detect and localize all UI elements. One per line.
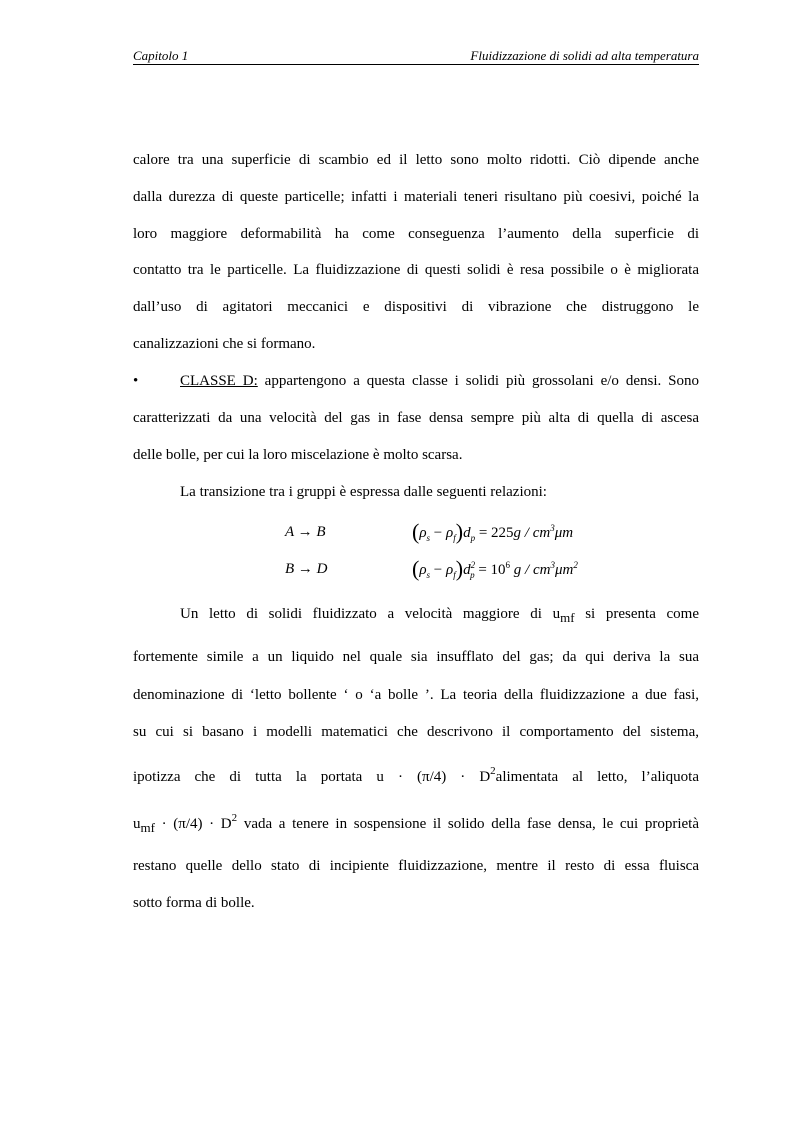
bullet-text: appartengono a questa classe i solidi più grossolani e/o densi. Sono bbox=[264, 373, 699, 389]
flow-expression: $u \cdot (\pi/4) \cdot D^2$ bbox=[376, 765, 496, 786]
bullet-line-3: delle bolle, per cui la loro miscelazione è molto scarsa. bbox=[133, 447, 463, 463]
formula-1-label: A → B bbox=[285, 524, 326, 540]
text-line: fortemente simile a un liquido nel quale sia insufflato del gas; da qui deriva la sua bbox=[133, 648, 699, 665]
formula-1: $(\rho_s - \rho_f)d_p = 225g / cm^3\mu m$ bbox=[412, 519, 574, 544]
text-line: sotto forma di bolle. bbox=[133, 895, 255, 912]
umf-flow-expression: umf · $(\pi/4) \cdot D^2$ bbox=[133, 812, 238, 836]
page-header bbox=[133, 47, 699, 65]
text-line: canalizzazioni che si formano. bbox=[133, 335, 316, 352]
formula-2-label: B → D bbox=[285, 561, 328, 577]
bullet-classe-d bbox=[133, 363, 699, 474]
text-line: denominazione di ‘letto bollente ‘ o ‘a bolle ’. La teoria della fluidizzazione a due fasi, bbox=[133, 686, 699, 703]
text-line: calore tra una superficie di scambio ed il letto sono molto ridotti. Ciò dipende anche bbox=[133, 152, 699, 168]
text-line: Un letto di solidi fluidizzato a velocità maggiore di umf si presenta come bbox=[180, 606, 700, 625]
text-line: ipotizza che di tutta la portata $u \cdot (\pi/4) \cdot D^2alimentata$ al letto, l’aliquota bbox=[133, 765, 700, 786]
transition-intro: La transizione tra i gruppi è espressa dalle seguenti relazioni: bbox=[180, 484, 547, 500]
paragraph-1 bbox=[133, 142, 699, 363]
text-line: su cui si basano i modelli matematici che descrivono il comportamento del sistema, bbox=[133, 723, 699, 740]
text-line: dalla durezza di queste particelle; infatti i materiali teneri risultano più coesivi, poiché la bbox=[133, 188, 699, 205]
bullet-line-2: caratterizzati da una velocità del gas in fase densa sempre più alta di quella di ascesa bbox=[133, 410, 699, 426]
text-line: contatto tra le particelle. La fluidizzazione di questi solidi è resa possibile o è migliorata bbox=[133, 262, 699, 279]
chapter-title: Fluidizzazione di solidi ad alta temperatura bbox=[470, 48, 699, 63]
paragraph-3 bbox=[133, 596, 699, 922]
formula-2: $(\rho_s - \rho_f)d^2_p = 10^6$ g / $cm^3\mu m^2$ bbox=[412, 556, 578, 581]
text-line: loro maggiore deformabilità ha come conseguenza l’aumento della superficie di bbox=[133, 225, 699, 242]
chapter-label: Capitolo 1 bbox=[133, 48, 189, 63]
text-line: umf · $(\pi/4) \cdot D^2$ vada a tenere in sospensione il solido della fase densa, le cui proprietà bbox=[133, 812, 700, 836]
umf-symbol: umf bbox=[552, 606, 575, 625]
classe-label: CLASSE D: bbox=[180, 373, 258, 389]
text-line: dall’uso di agitatori meccanici e dispositivi di vibrazione che distruggono le bbox=[133, 299, 699, 316]
text-line: restano quelle dello stato di incipiente fluidizzazione, mentre il resto di essa fluisca bbox=[133, 858, 699, 875]
bullet-icon: • bbox=[133, 373, 139, 389]
bullet-line-1 bbox=[133, 363, 699, 400]
